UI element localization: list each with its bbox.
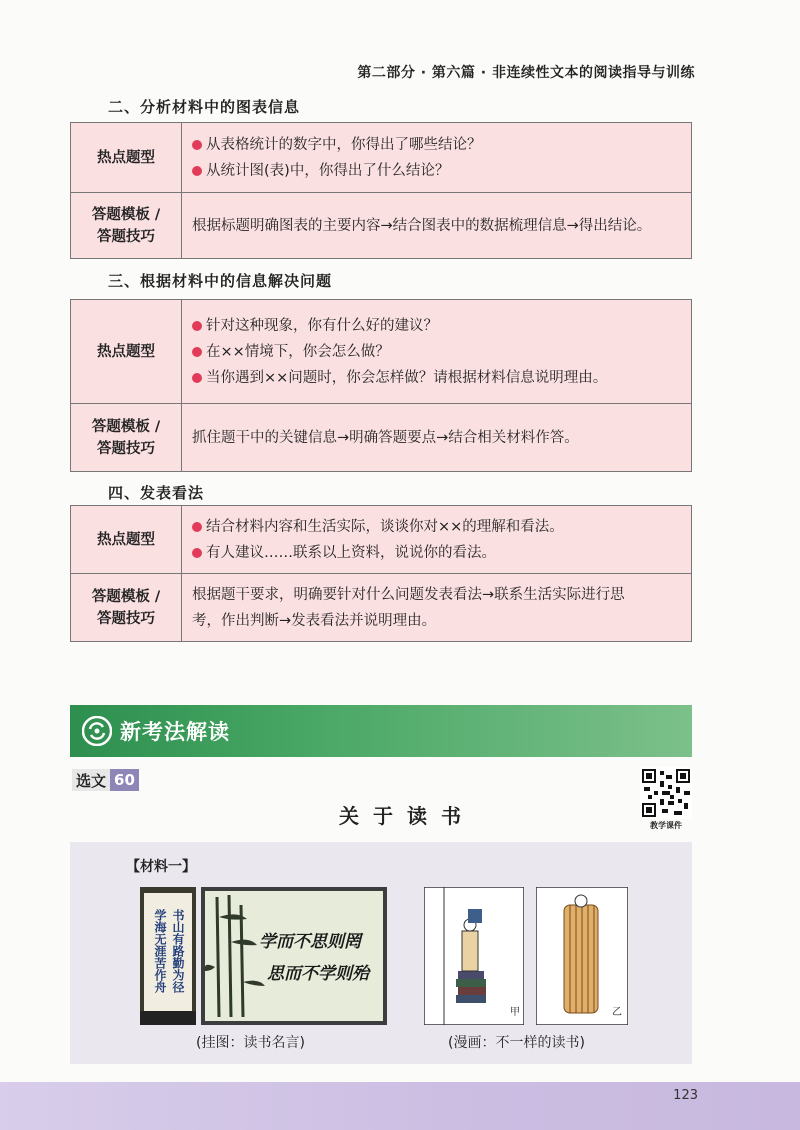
- article-title: 关于读书: [339, 804, 475, 828]
- bullet-icon: [192, 321, 202, 331]
- list-item: 针对这种现象，你有什么好的建议？: [192, 313, 681, 339]
- list-item: 有人建议……联系以上资料，说说你的看法。: [192, 540, 681, 566]
- caption-left: (挂图：读书名言): [196, 1035, 305, 1051]
- bullet-icon: [192, 548, 202, 558]
- template-label: 答题模板 / 答题技巧: [71, 404, 182, 472]
- list-item: 从表格统计的数字中，你得出了哪些结论？: [192, 132, 681, 158]
- template-text: 抓住题干中的关键信息→明确答题要点→结合相关材料作答。: [182, 404, 692, 472]
- selection-label: 选文 60: [72, 769, 139, 791]
- hot-label: 热点题型: [71, 300, 182, 404]
- bullet-icon: [192, 373, 202, 383]
- hot-items: [182, 506, 692, 574]
- table-section-4: [70, 505, 692, 642]
- hot-items: [182, 123, 692, 193]
- svg-text:书山有路勤为径: 书山有路勤为径: [171, 909, 185, 993]
- refresh-circle-icon: [82, 716, 112, 746]
- comic-image-jia: [424, 887, 524, 1025]
- svg-text:学而不思则罔: 学而不思则罔: [259, 932, 361, 952]
- comic-image-yi: [536, 887, 628, 1025]
- selection-number: 60: [110, 769, 139, 791]
- template-text: 根据标题明确图表的主要内容→结合图表中的数据梳理信息→得出结论。: [182, 193, 692, 259]
- bullet-icon: [192, 140, 202, 150]
- caption-right: (漫画：不一样的读书): [448, 1035, 585, 1051]
- table-section-3: [70, 299, 692, 472]
- hot-items: [182, 300, 692, 404]
- page-number: 123: [673, 1088, 698, 1103]
- section-heading-2: 二、分析材料中的图表信息: [108, 98, 301, 116]
- list-item: 结合材料内容和生活实际，谈谈你对××的理解和看法。: [192, 514, 681, 540]
- hot-label: 热点题型: [71, 506, 182, 574]
- bullet-icon: [192, 166, 202, 176]
- hot-label: 热点题型: [71, 123, 182, 193]
- scroll-painting-image: [140, 887, 196, 1025]
- bullet-icon: [192, 347, 202, 357]
- template-label: 答题模板 / 答题技巧: [71, 193, 182, 259]
- section-heading-4: 四、发表看法: [108, 484, 205, 502]
- running-header: 第二部分 · 第六篇 · 非连续性文本的阅读指导与训练: [357, 65, 695, 81]
- bullet-icon: [192, 522, 202, 532]
- list-item: 当你遇到××问题时，你会怎样做？请根据材料信息说明理由。: [192, 365, 681, 391]
- svg-text:学海无涯苦作舟: 学海无涯苦作舟: [153, 909, 167, 993]
- list-item: 在××情境下，你会怎么做？: [192, 339, 681, 365]
- template-text: 根据题干要求，明确要针对什么问题发表看法→联系生活实际进行思 考，作出判断→发表看法并说明理由。: [182, 574, 692, 642]
- qr-caption: 教学课件: [650, 821, 682, 830]
- section-heading-3: 三、根据材料中的信息解决问题: [108, 272, 333, 290]
- svg-text:甲: 甲: [510, 1007, 520, 1018]
- banner-title: 新考法解读: [120, 720, 230, 744]
- material-label: 【材料一】: [126, 859, 196, 875]
- svg-text:乙: 乙: [612, 1007, 622, 1018]
- qr-code-icon[interactable]: [640, 767, 692, 819]
- list-item: 从统计图(表)中，你得出了什么结论？: [192, 158, 681, 184]
- section-banner: [70, 705, 692, 757]
- bamboo-painting-image: [201, 887, 387, 1025]
- svg-text:思而不学则殆: 思而不学则殆: [267, 964, 369, 984]
- template-label: 答题模板 / 答题技巧: [71, 574, 182, 642]
- table-section-2: [70, 122, 692, 259]
